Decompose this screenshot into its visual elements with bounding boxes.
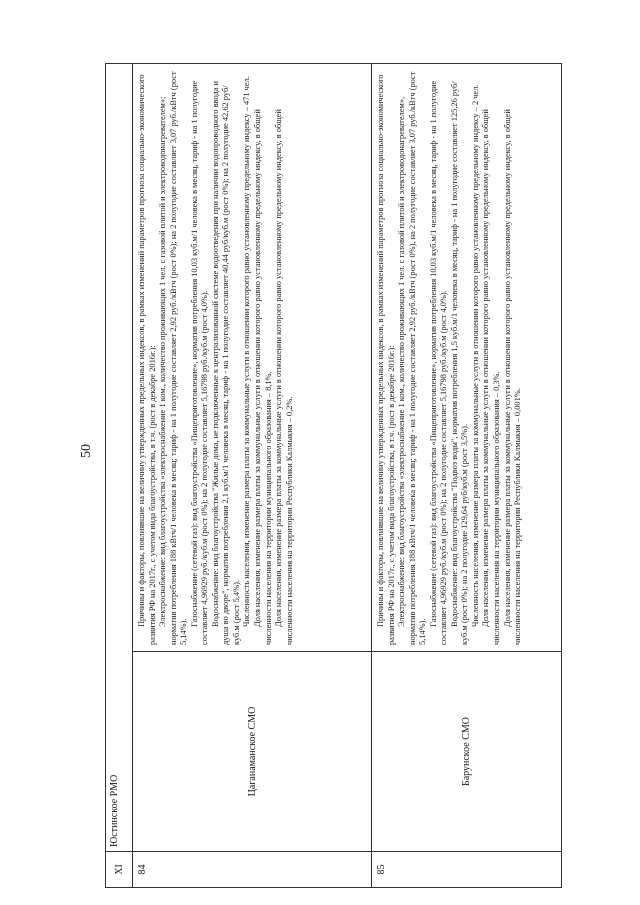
table-row [372,64,562,888]
paragraph: Доля населения, изменение размера платы за коммунальные услуги в отношении которого равно установленному предельному индексу, в общей численности населения на территории Республики Калмыкия – 0,001%. [502,109,523,645]
paragraph: Численность населения, изменение размера платы за коммунальные услуги в отношении которого равно установленному предельному индексу – 471 чел. [242,76,252,627]
paragraph: Водоснабжение: вид благоустройства "Подвоз воды", норматив потребления 1,5 куб.м/1 человека в месяц, тариф - на 1 полугодие составляет 125,26 руб/куб.м (рост 0%); на 2 полугодие 129,64 руб/куб.м (рост 3,5%). [449,81,470,645]
paragraph: Электроснабжение: вид благоустройства «электроснабжение 1 ком., количество проживающих 1 чел. с газовой плитой и электроводонагревателем», норматив потребления 188 кВтч/1 человека в месяц; тариф - на 1 полугодие составляет 2,92 руб./кВтч (рост 0%), на 2 полугодие составляет 3,07 руб./кВтч (рост 5,14%). [397,71,428,645]
section-number: XI [106,852,133,888]
municipality-name: Барунское СМО [372,652,562,852]
municipality-name: Цаганаманское СМО [133,652,372,852]
row-description [372,64,562,652]
paragraph: Доля населения, изменение размера платы за коммунальные услуги в отношении которого равно установленному предельному индексу, в общей численности населения на территории муниципального образования – 8,1%. [253,109,273,645]
paragraph: Доля населения, изменение размера платы за коммунальные услуги в отношении которого равно установленному предельному индексу, в общей численности населения на территории муниципального образования – 0,3%. [481,109,502,645]
paragraph: Водоснабжение: вид благоустройства "Жилые дома, не подключенные к централизованной системе водоотведения при наличии водопроводного ввода и душа во дворе", норматив потребления 2,1 куб.м/1 человека в месяц, тариф - на 1 полугодие составляет 40,44 руб/куб.м (рост 0%); на 2 полугодие 42,62 руб/куб.м (рост 5,4%). [210,80,241,645]
paragraph: Газоснабжение (сетевой газ): вид благоустройства «Пищеприготовление», норматив потребления 10,03 куб.м/1 человека в месяц, тариф - на 1 полугодие составляет 4,96929 руб./куб.м (рост 0%); на 2 полугодие составляет 5,16798 руб./куб.м (рост 4,0%). [189,80,210,645]
table-row [133,64,372,888]
paragraph: Газоснабжение (сетевой газ): вид благоустройства «Пищеприготовление», норматив потребления 10,03 куб.м/1 человека в месяц, тариф - на 1 полугодие составляет 4,96929 руб./куб.м (рост 0%); на 2 полугодие составляет 5,16798 руб./куб.м (рост 4,0%). [428,80,449,645]
section-region: Юстинское РМО [106,64,133,852]
page-number: 50 [79,444,94,458]
rotated-page [105,63,545,888]
paragraph: Причины и факторы, повлиявшие на величину утвержденных предельных индексов, в рамках изменений параметров прогноза социально-экономического развития РФ на 2017г., с учетом вида благоустройства, в т.ч. (рост в декабре 2016г.): [137,74,157,645]
row-description [133,64,372,652]
paragraph: Электроснабжение: вид благоустройства «электроснабжение 1 ком., количество проживающих 1 чел. с газовой плитой и электроводонагревателем»; норматив потребления 188 кВтч/1 человека в месяц; тариф - на 1 полугодие составляет 2,92 руб./кВтч (рост 0%); на 2 полугодие составляет 3,07 руб./кВтч (рост 5,14%). [158,71,189,645]
row-number: 84 [133,852,372,888]
paragraph: Доля населения, изменение размера платы за коммунальные услуги в отношении которого равно установленному предельному индексу, в общей численности населения на территории Республики Калмыкия – 0,2%. [274,109,294,645]
row-number: 85 [372,852,562,888]
paragraph: Численность населения, изменение размера платы за коммунальные услуги в отношении которого равно установленному предельному индексу – 2 чел. [470,84,480,627]
paragraph: Причины и факторы, повлиявшие на величину утвержденных предельных индексов, в рамках изменений параметров прогноза социально-экономического развития РФ на 2017г., с учетом вида благоустройства, в т.ч. (рост в декабре 2016г.): [376,74,396,645]
tariff-table [105,63,562,888]
section-header-row [106,64,133,888]
